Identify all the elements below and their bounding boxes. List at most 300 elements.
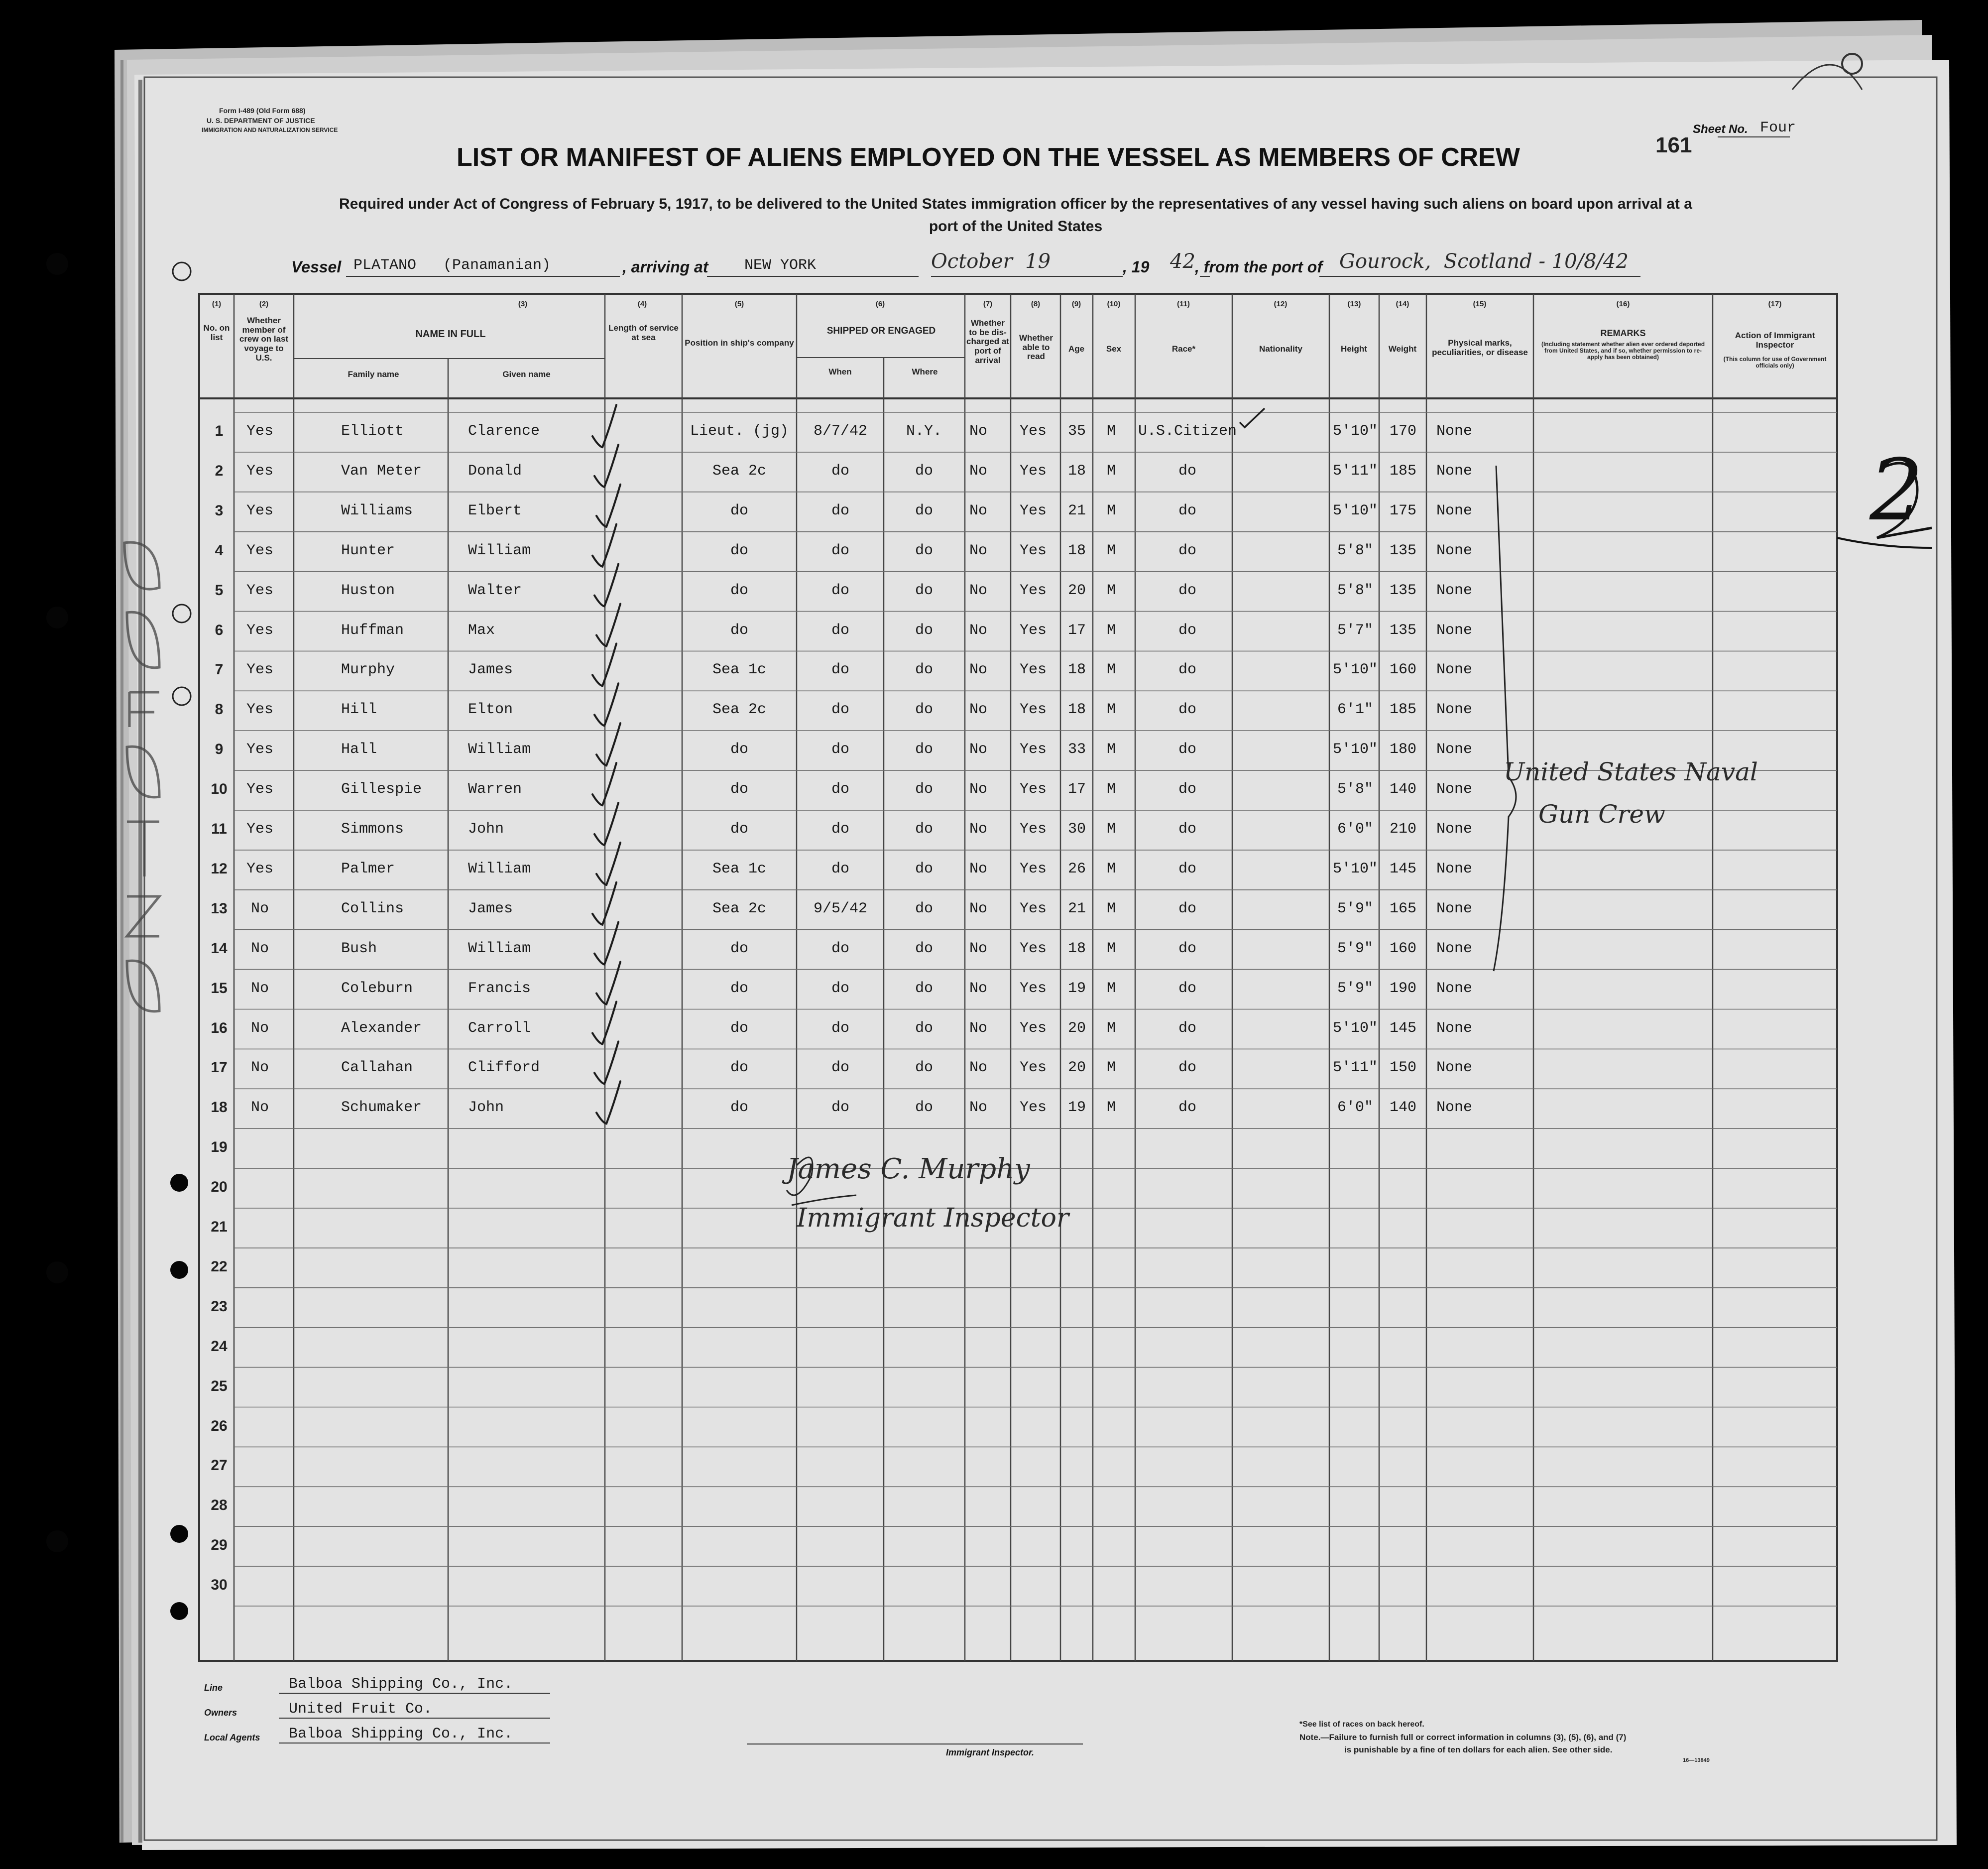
- column-number: (7): [983, 300, 993, 308]
- row-number: 11: [211, 821, 227, 837]
- cell-race: do: [1178, 741, 1196, 758]
- cell-position: do: [730, 1019, 748, 1037]
- arriving-value: NEW YORK: [744, 257, 817, 274]
- cell-discharged: No: [969, 1059, 987, 1077]
- cell-last-voyage: Yes: [246, 502, 273, 519]
- column-number: (15): [1473, 300, 1487, 308]
- cell-family-name: Huston: [341, 582, 395, 599]
- cell-where: do: [915, 582, 933, 599]
- cell-given-name: William: [468, 940, 531, 957]
- cell-height: 5'10": [1332, 502, 1378, 519]
- cell-position: do: [730, 980, 748, 997]
- cell-position: do: [730, 781, 748, 798]
- from-port-label: , from the port of: [1195, 258, 1322, 276]
- cell-when: do: [831, 741, 849, 758]
- cell-given-name: Clifford: [468, 1059, 540, 1077]
- column-number: (9): [1071, 300, 1081, 308]
- cell-where: do: [915, 741, 933, 758]
- cell-sex: M: [1106, 423, 1116, 440]
- form-id-line1: Form I-489 (Old Form 688): [219, 107, 306, 115]
- cell-where: do: [915, 622, 933, 639]
- row-number: 21: [211, 1219, 228, 1235]
- row-number: 19: [211, 1139, 228, 1156]
- cell-race: do: [1178, 1099, 1196, 1117]
- cell-last-voyage: No: [250, 1059, 269, 1077]
- cell-last-voyage: Yes: [246, 661, 273, 679]
- column-number: (4): [637, 300, 647, 308]
- cell-family-name: Schumaker: [341, 1099, 422, 1117]
- cell-last-voyage: Yes: [246, 860, 273, 877]
- cell-given-name: Francis: [468, 980, 531, 997]
- cell-marks: None: [1436, 900, 1473, 917]
- row-number: 7: [215, 661, 224, 678]
- cell-position: do: [730, 1099, 748, 1117]
- row-number: 15: [211, 980, 228, 997]
- cell-position: do: [730, 821, 748, 838]
- cell-race: do: [1178, 701, 1196, 719]
- cell-when: do: [831, 502, 849, 519]
- cell-weight: 160: [1389, 940, 1416, 957]
- cell-discharged: No: [969, 781, 987, 798]
- cell-where: do: [915, 940, 933, 957]
- cell-given-name: Clarence: [468, 423, 540, 440]
- arriving-label: , arriving at: [622, 258, 708, 276]
- cell-able-to-read: Yes: [1019, 701, 1047, 719]
- vessel-value: PLATANO (Panamanian): [353, 257, 551, 274]
- cell-last-voyage: Yes: [246, 423, 273, 440]
- cell-last-voyage: No: [250, 1099, 269, 1117]
- footer-owners-label: Owners: [204, 1708, 237, 1718]
- cell-age: 18: [1067, 542, 1086, 559]
- cell-where: do: [915, 781, 933, 798]
- footer-note1: *See list of races on back hereof.: [1299, 1720, 1424, 1729]
- cell-given-name: Warren: [468, 781, 522, 798]
- hdr-height: Height: [1341, 344, 1367, 354]
- cell-able-to-read: Yes: [1019, 741, 1047, 758]
- hdr-physical-marks: Physical marks, peculiarities, or disease: [1432, 338, 1528, 357]
- cell-height: 6'0": [1337, 821, 1373, 838]
- cell-sex: M: [1106, 462, 1116, 480]
- cell-given-name: Elbert: [468, 502, 522, 519]
- vessel-label: Vessel: [291, 258, 342, 276]
- cell-height: 5'8": [1337, 582, 1373, 599]
- stamped-number: 161: [1655, 133, 1692, 157]
- hdr-action: Action of Immigrant Inspector: [1735, 331, 1815, 350]
- hdr-discharged: Whether to be dis-charged at port of arrival: [966, 318, 1009, 365]
- cell-given-name: William: [468, 860, 531, 877]
- cell-when: do: [831, 582, 849, 599]
- cell-height: 5'9": [1337, 940, 1373, 957]
- column-number: (8): [1031, 300, 1041, 308]
- inspector-signature: James C. Murphy: [787, 1153, 1030, 1185]
- column-number: (6): [875, 300, 885, 308]
- row-number: 3: [215, 502, 224, 519]
- cell-height: 5'9": [1337, 980, 1373, 997]
- cell-weight: 135: [1389, 582, 1416, 599]
- hdr-no-on-list: No. on list: [203, 323, 230, 342]
- cell-when: do: [831, 622, 849, 639]
- sheet-no-value: Four: [1760, 120, 1796, 136]
- cell-sex: M: [1106, 502, 1116, 519]
- cell-sex: M: [1106, 661, 1116, 679]
- cell-last-voyage: Yes: [246, 462, 273, 480]
- cell-family-name: Palmer: [341, 860, 395, 877]
- footer-agents-value: Balboa Shipping Co., Inc.: [289, 1726, 513, 1743]
- cell-race: do: [1178, 502, 1196, 519]
- cell-where: do: [915, 502, 933, 519]
- cell-where: do: [915, 701, 933, 719]
- cell-marks: None: [1436, 582, 1473, 599]
- cell-sex: M: [1106, 1019, 1116, 1037]
- hdr-shipped-engaged: SHIPPED OR ENGAGED: [826, 326, 936, 336]
- footer-owners-value: United Fruit Co.: [289, 1701, 433, 1718]
- cell-marks: None: [1436, 741, 1473, 758]
- cell-when: do: [831, 821, 849, 838]
- cell-height: 5'10": [1332, 741, 1378, 758]
- row-number: 5: [215, 582, 224, 599]
- row-number: 4: [215, 542, 224, 559]
- hdr-remarks: REMARKS: [1600, 328, 1646, 338]
- hdr-action-sub: (This column for use of Government officials only): [1723, 356, 1827, 370]
- cell-able-to-read: Yes: [1019, 462, 1047, 480]
- cell-when: do: [831, 462, 849, 480]
- footer-inspector-label: Immigrant Inspector.: [946, 1747, 1035, 1757]
- cell-able-to-read: Yes: [1019, 622, 1047, 639]
- cell-discharged: No: [969, 900, 987, 917]
- cell-marks: None: [1436, 502, 1473, 519]
- cell-age: 18: [1067, 462, 1086, 480]
- cell-able-to-read: Yes: [1019, 1059, 1047, 1077]
- cell-position: do: [730, 940, 748, 957]
- cell-discharged: No: [969, 860, 987, 877]
- row-number: 17: [211, 1059, 228, 1076]
- cell-age: 26: [1067, 860, 1086, 877]
- cell-family-name: Murphy: [341, 661, 395, 679]
- cell-age: 20: [1067, 1059, 1086, 1077]
- cell-able-to-read: Yes: [1019, 781, 1047, 798]
- cell-when: do: [831, 940, 849, 957]
- cell-age: 18: [1067, 940, 1086, 957]
- cell-last-voyage: Yes: [246, 741, 273, 758]
- cell-able-to-read: Yes: [1019, 860, 1047, 877]
- cell-weight: 190: [1389, 980, 1416, 997]
- cell-weight: 165: [1389, 900, 1416, 917]
- cell-age: 20: [1067, 1019, 1086, 1037]
- cell-position: do: [730, 582, 748, 599]
- hdr-sex: Sex: [1106, 344, 1122, 354]
- cell-where: do: [915, 821, 933, 838]
- cell-given-name: John: [468, 821, 504, 838]
- hdr-member-last-voyage: Whether member of crew on last voyage to U.S.: [239, 316, 289, 363]
- cell-position: do: [730, 741, 748, 758]
- cell-race: do: [1178, 781, 1196, 798]
- cell-where: do: [915, 462, 933, 480]
- cell-discharged: No: [969, 622, 987, 639]
- cell-discharged: No: [969, 661, 987, 679]
- cell-position: Sea 1c: [712, 860, 767, 877]
- cell-marks: None: [1436, 1059, 1473, 1077]
- row-number: 24: [211, 1338, 228, 1355]
- cell-when: do: [831, 781, 849, 798]
- cell-height: 5'8": [1337, 542, 1373, 559]
- cell-height: 6'0": [1337, 1099, 1373, 1117]
- year-prefix: , 19: [1123, 258, 1150, 276]
- cell-given-name: Elton: [468, 701, 513, 719]
- cell-sex: M: [1106, 741, 1116, 758]
- hdr-nationality: Nationality: [1259, 344, 1302, 354]
- cell-when: do: [831, 542, 849, 559]
- cell-given-name: William: [468, 542, 531, 559]
- cell-weight: 140: [1389, 781, 1416, 798]
- cell-height: 5'10": [1332, 1019, 1378, 1037]
- column-number: (13): [1347, 300, 1361, 308]
- cell-able-to-read: Yes: [1019, 502, 1047, 519]
- footer-line-label: Line: [204, 1683, 223, 1693]
- hdr-length-service: Length of service at sea: [608, 323, 679, 342]
- cell-discharged: No: [969, 741, 987, 758]
- cell-family-name: Bush: [341, 940, 377, 957]
- cell-family-name: Van Meter: [341, 462, 422, 480]
- cell-age: 30: [1067, 821, 1086, 838]
- cell-where: do: [915, 860, 933, 877]
- cell-height: 5'10": [1332, 423, 1378, 440]
- cell-family-name: Callahan: [341, 1059, 413, 1077]
- cell-age: 35: [1067, 423, 1086, 440]
- cell-age: 33: [1067, 741, 1086, 758]
- cell-position: do: [730, 622, 748, 639]
- cell-given-name: James: [468, 900, 513, 917]
- cell-age: 20: [1067, 582, 1086, 599]
- cell-discharged: No: [969, 980, 987, 997]
- cell-last-voyage: Yes: [246, 542, 273, 559]
- cell-marks: None: [1436, 781, 1473, 798]
- cell-weight: 160: [1389, 661, 1416, 679]
- cell-when: 9/5/42: [813, 900, 868, 917]
- cell-weight: 175: [1389, 502, 1416, 519]
- column-number: (1): [212, 300, 222, 308]
- cell-sex: M: [1106, 622, 1116, 639]
- cell-sex: M: [1106, 1059, 1116, 1077]
- cell-given-name: James: [468, 661, 513, 679]
- cell-race: do: [1178, 622, 1196, 639]
- cell-given-name: Donald: [468, 462, 522, 480]
- cell-given-name: John: [468, 1099, 504, 1117]
- cell-race: U.S.Citizen: [1138, 423, 1237, 440]
- cell-weight: 150: [1389, 1059, 1416, 1077]
- cell-when: do: [831, 1019, 849, 1037]
- column-number: (12): [1274, 300, 1287, 308]
- cell-marks: None: [1436, 860, 1473, 877]
- cell-where: do: [915, 900, 933, 917]
- column-number: (14): [1396, 300, 1409, 308]
- manifest-title: LIST OR MANIFEST OF ALIENS EMPLOYED ON THE VESSEL AS MEMBERS OF CREW: [457, 143, 1520, 172]
- row-number: 20: [211, 1179, 228, 1196]
- cell-race: do: [1178, 980, 1196, 997]
- cell-marks: None: [1436, 1099, 1473, 1117]
- cell-height: 5'10": [1332, 860, 1378, 877]
- footer-note3: is punishable by a fine of ten dollars for each alien. See other side.: [1344, 1745, 1613, 1754]
- form-id-line2: U. S. DEPARTMENT OF JUSTICE: [207, 117, 315, 125]
- row-number: 6: [215, 622, 224, 638]
- column-number: (11): [1177, 300, 1190, 308]
- cell-family-name: Huffman: [341, 622, 404, 639]
- row-number: 25: [211, 1377, 228, 1394]
- cell-given-name: Max: [468, 622, 495, 639]
- cell-discharged: No: [969, 423, 987, 440]
- cell-when: do: [831, 661, 849, 679]
- subtitle-line1: Required under Act of Congress of February 5, 1917, to be delivered to the United States immigration officer by the representatives of any vessel having such aliens on board upon arrival at a: [339, 196, 1692, 212]
- cell-able-to-read: Yes: [1019, 900, 1047, 917]
- cell-weight: 145: [1389, 1019, 1416, 1037]
- cell-age: 21: [1067, 502, 1086, 519]
- cell-where: do: [915, 1019, 933, 1037]
- cell-marks: None: [1436, 1019, 1473, 1037]
- row-number: 2: [215, 462, 224, 479]
- cell-sex: M: [1106, 940, 1116, 957]
- cell-race: do: [1178, 860, 1196, 877]
- cell-sex: M: [1106, 781, 1116, 798]
- cell-able-to-read: Yes: [1019, 582, 1047, 599]
- cell-height: 5'11": [1332, 462, 1378, 480]
- cell-when: do: [831, 1099, 849, 1117]
- remarks-handwritten-line1: United States Naval: [1504, 757, 1758, 786]
- arrival-date: October 19: [931, 250, 1051, 273]
- cell-family-name: Hill: [341, 701, 377, 719]
- cell-where: do: [915, 1099, 933, 1117]
- row-number: 27: [211, 1457, 228, 1474]
- sheet-no-label: Sheet No.: [1693, 123, 1748, 136]
- row-number: 18: [211, 1099, 228, 1116]
- cell-able-to-read: Yes: [1019, 821, 1047, 838]
- cell-weight: 170: [1389, 423, 1416, 440]
- cell-when: 8/7/42: [813, 423, 868, 440]
- row-number: 29: [211, 1537, 228, 1554]
- hdr-position: Position in ship's company: [685, 338, 794, 348]
- hdr-given-name: Given name: [502, 370, 551, 379]
- cell-weight: 210: [1389, 821, 1416, 838]
- row-number: 9: [215, 741, 224, 758]
- cell-marks: None: [1436, 462, 1473, 480]
- cell-height: 5'7": [1337, 622, 1373, 639]
- cell-discharged: No: [969, 1019, 987, 1037]
- cell-where: do: [915, 1059, 933, 1077]
- cell-weight: 185: [1389, 462, 1416, 480]
- cell-where: N.Y.: [906, 423, 942, 440]
- subtitle-line2: port of the United States: [929, 218, 1103, 235]
- from-port-value: Gourock, Scotland - 10/8/42: [1339, 250, 1629, 273]
- cell-marks: None: [1436, 940, 1473, 957]
- cell-family-name: Williams: [341, 502, 413, 519]
- hdr-age: Age: [1068, 344, 1085, 354]
- row-number: 28: [211, 1497, 228, 1514]
- row-number: 13: [211, 900, 228, 917]
- cell-race: do: [1178, 542, 1196, 559]
- cell-weight: 135: [1389, 542, 1416, 559]
- cell-where: do: [915, 661, 933, 679]
- footer-print-code: 16—13849: [1683, 1757, 1710, 1763]
- cell-sex: M: [1106, 900, 1116, 917]
- cell-discharged: No: [969, 940, 987, 957]
- form-id-line3: IMMIGRATION AND NATURALIZATION SERVICE: [202, 126, 338, 133]
- cell-given-name: William: [468, 741, 531, 758]
- cell-weight: 180: [1389, 741, 1416, 758]
- row-number: 12: [211, 860, 228, 877]
- cell-when: do: [831, 860, 849, 877]
- cell-race: do: [1178, 582, 1196, 599]
- cell-family-name: Gillespie: [341, 781, 422, 798]
- cell-discharged: No: [969, 701, 987, 719]
- cell-last-voyage: Yes: [246, 821, 273, 838]
- cell-family-name: Collins: [341, 900, 404, 917]
- cell-able-to-read: Yes: [1019, 980, 1047, 997]
- cell-height: 6'1": [1337, 701, 1373, 719]
- cell-last-voyage: Yes: [246, 622, 273, 639]
- cell-marks: None: [1436, 980, 1473, 997]
- cell-race: do: [1178, 1059, 1196, 1077]
- cell-race: do: [1178, 821, 1196, 838]
- cell-last-voyage: No: [250, 980, 269, 997]
- cell-last-voyage: Yes: [246, 701, 273, 719]
- cell-family-name: Alexander: [341, 1019, 422, 1037]
- remarks-handwritten-line2: Gun Crew: [1538, 800, 1665, 829]
- row-number: 22: [211, 1258, 228, 1275]
- cell-sex: M: [1106, 1099, 1116, 1117]
- cell-marks: None: [1436, 423, 1473, 440]
- hdr-weight: Weight: [1388, 344, 1417, 354]
- cell-sex: M: [1106, 980, 1116, 997]
- cell-position: Sea 1c: [712, 661, 767, 679]
- cell-given-name: Walter: [468, 582, 522, 599]
- cell-family-name: Simmons: [341, 821, 404, 838]
- column-number: (10): [1107, 300, 1121, 308]
- cell-last-voyage: No: [250, 900, 269, 917]
- cell-sex: M: [1106, 860, 1116, 877]
- column-number: (16): [1616, 300, 1630, 308]
- cell-family-name: Hunter: [341, 542, 395, 559]
- row-number: 16: [211, 1019, 228, 1036]
- year-value: 42: [1170, 250, 1195, 273]
- column-number: (17): [1768, 300, 1782, 308]
- cell-discharged: No: [969, 462, 987, 480]
- cell-last-voyage: No: [250, 1019, 269, 1037]
- cell-marks: None: [1436, 542, 1473, 559]
- cell-position: Lieut. (jg): [690, 423, 789, 440]
- cell-discharged: No: [969, 821, 987, 838]
- cell-age: 21: [1067, 900, 1086, 917]
- cell-position: do: [730, 502, 748, 519]
- cell-family-name: Elliott: [341, 423, 404, 440]
- cell-where: do: [915, 980, 933, 997]
- cell-able-to-read: Yes: [1019, 661, 1047, 679]
- cell-sex: M: [1106, 821, 1116, 838]
- cell-family-name: Coleburn: [341, 980, 413, 997]
- column-number: (3): [518, 300, 528, 308]
- cell-age: 17: [1067, 622, 1086, 639]
- cell-race: do: [1178, 462, 1196, 480]
- cell-last-voyage: No: [250, 940, 269, 957]
- inspector-title-handwritten: Immigrant Inspector: [797, 1203, 1069, 1233]
- cell-race: do: [1178, 1019, 1196, 1037]
- row-number: 8: [215, 701, 224, 718]
- cell-weight: 135: [1389, 622, 1416, 639]
- row-number: 30: [211, 1577, 228, 1594]
- footer-agents-label: Local Agents: [204, 1733, 260, 1743]
- cell-discharged: No: [969, 1099, 987, 1117]
- row-number: 26: [211, 1417, 228, 1434]
- cell-height: 5'9": [1337, 900, 1373, 917]
- cell-position: Sea 2c: [712, 701, 767, 719]
- cell-height: 5'10": [1332, 661, 1378, 679]
